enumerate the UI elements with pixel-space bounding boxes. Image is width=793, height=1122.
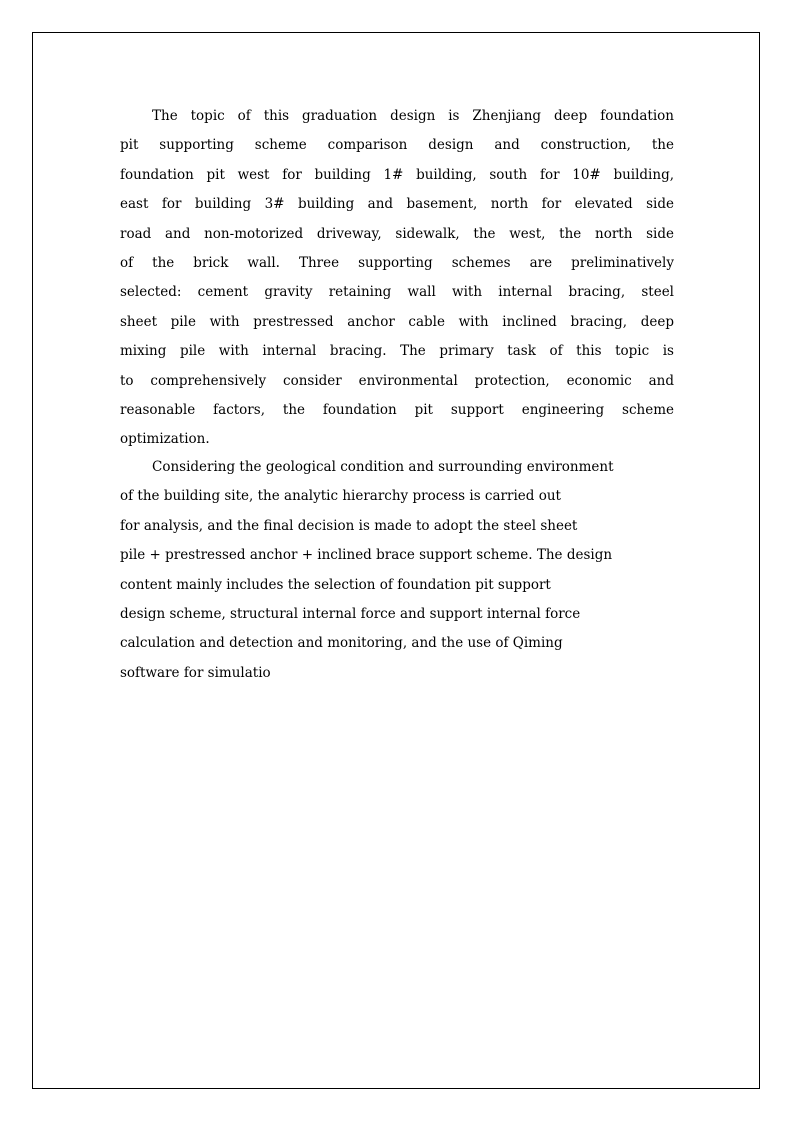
paragraph-line: to comprehensively consider environmental protection, economic and — [120, 372, 674, 389]
paragraph-line: Considering the geological condition and surrounding environment — [152, 459, 614, 475]
paragraph-line: pit supporting scheme comparison design and construction, the — [120, 137, 674, 154]
paragraph-line: foundation pit west for building 1# building, south for 10# building, — [120, 166, 674, 183]
paragraph-line: reasonable factors, the foundation pit support engineering scheme — [120, 401, 674, 418]
paragraph-line: of the brick wall. Three supporting schemes are preliminatively — [120, 254, 674, 271]
paragraph-line: calculation and detection and monitoring, and the use of Qiming — [120, 635, 563, 652]
paragraph-line: optimization. — [120, 431, 210, 448]
paragraph-line: selected: cement gravity retaining wall with internal bracing, steel — [120, 284, 674, 301]
abstract-paragraph-2 — [120, 453, 674, 688]
paragraph-line: software for simulatio — [120, 664, 271, 681]
paragraph-line: of the building site, the analytic hierarchy process is carried out — [120, 488, 561, 505]
paragraph-line: for analysis, and the final decision is made to adopt the steel sheet — [120, 517, 578, 534]
paragraph-line: content mainly includes the selection of foundation pit support — [120, 576, 551, 593]
paragraph-line: pile + prestressed anchor + inclined brace support scheme. The design — [120, 547, 613, 564]
abstract-paragraph-1 — [120, 102, 674, 455]
paragraph-line: road and non-motorized driveway, sidewalk, the west, the north side — [120, 225, 674, 242]
paragraph-line: east for building 3# building and basement, north for elevated side — [120, 196, 674, 213]
paragraph-line: sheet pile with prestressed anchor cable with inclined bracing, deep — [120, 313, 674, 330]
paragraph-line: design scheme, structural internal force and support internal force — [120, 605, 581, 622]
paragraph-line: mixing pile with internal bracing. The primary task of this topic is — [120, 343, 674, 360]
paragraph-line: The topic of this graduation design is Zhenjiang deep foundation — [152, 108, 674, 124]
